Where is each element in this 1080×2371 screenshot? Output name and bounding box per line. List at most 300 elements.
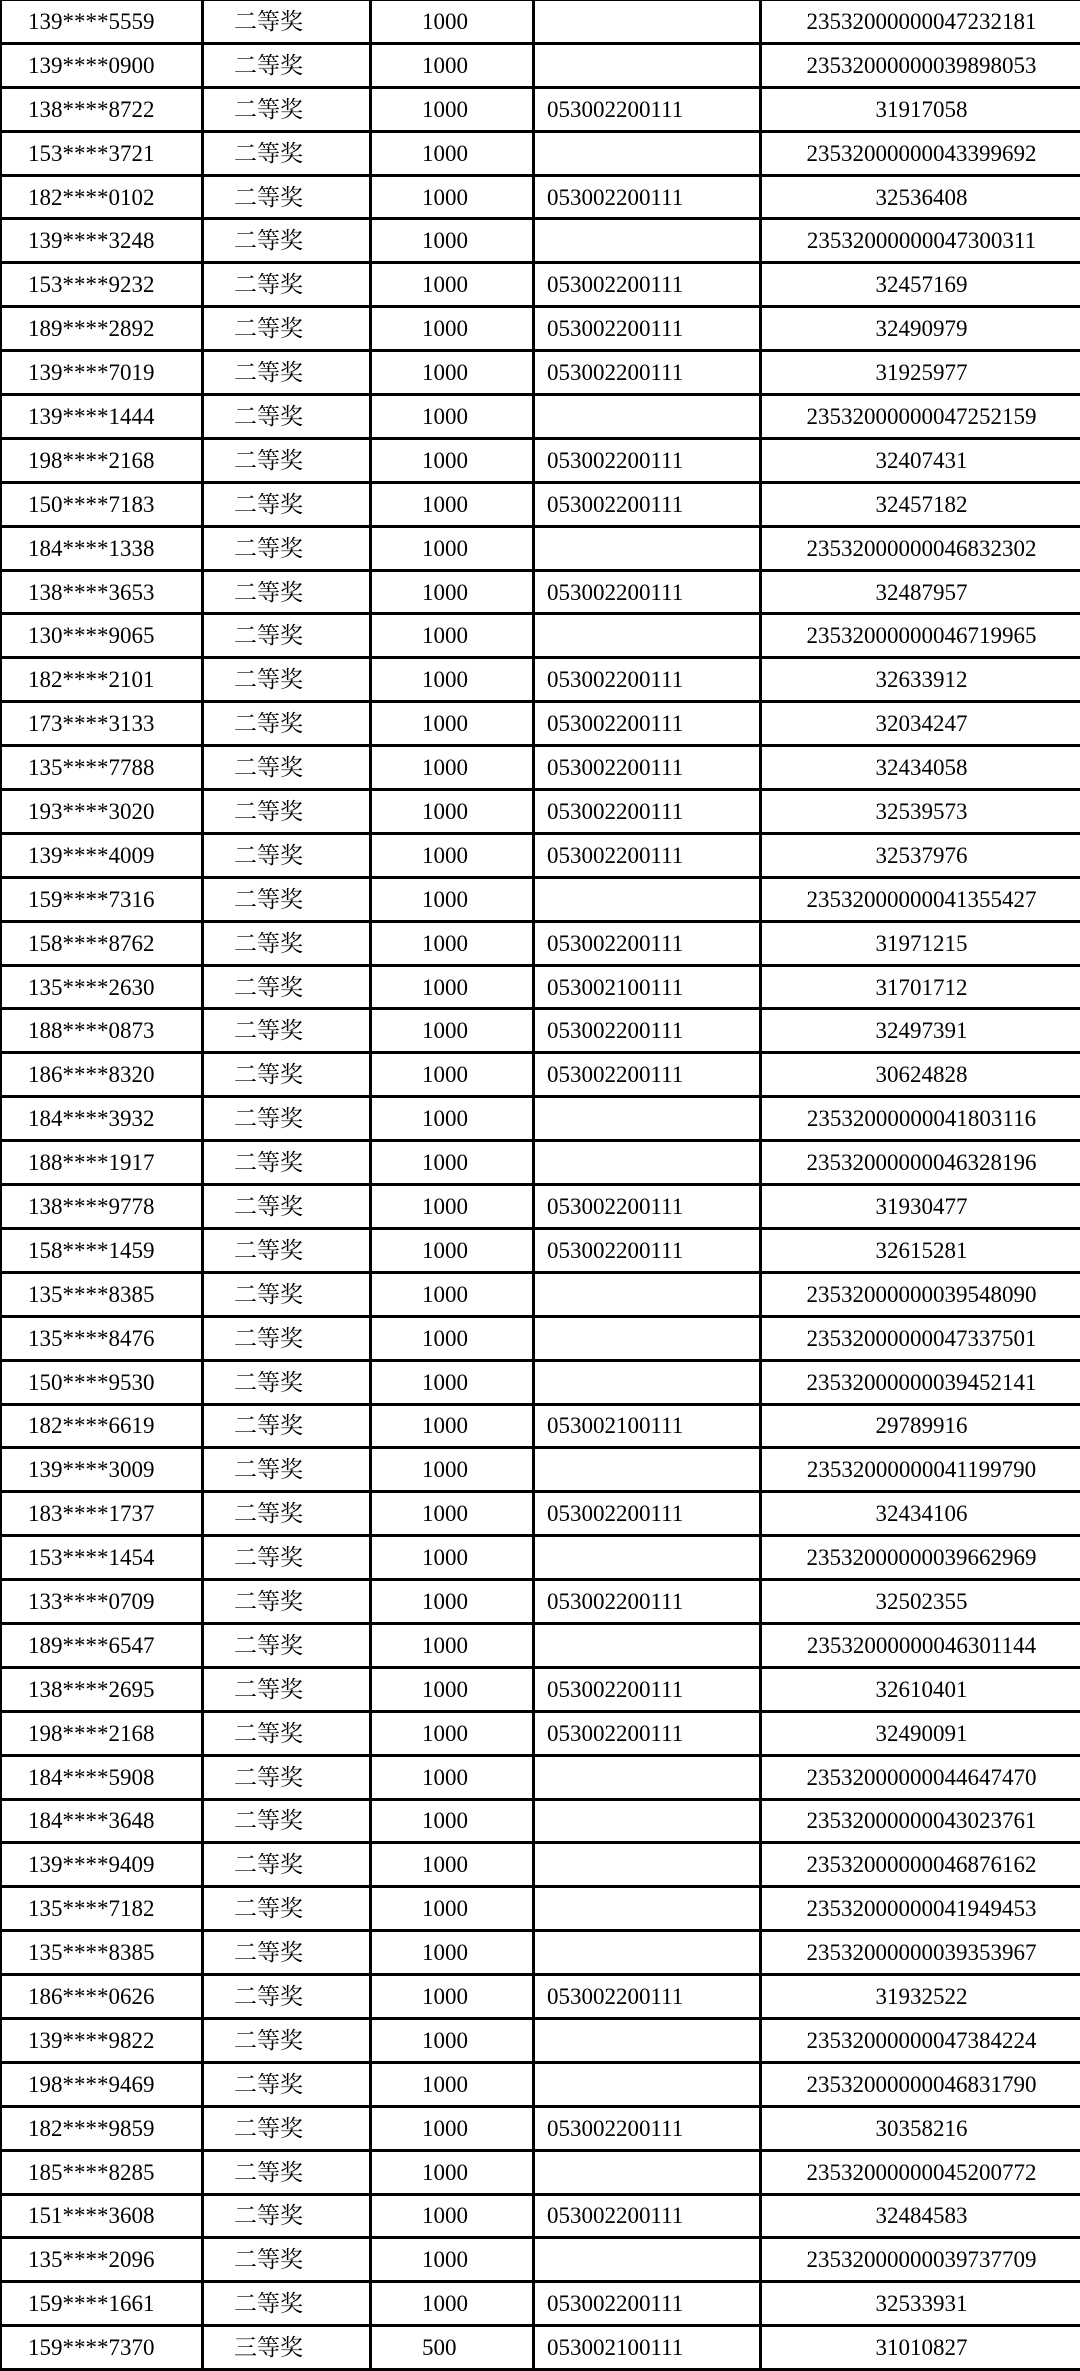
amount-cell: 1000 xyxy=(371,833,534,877)
table-row xyxy=(1,2238,1080,2282)
table-row xyxy=(1,921,1080,965)
phone-cell: 150****9530 xyxy=(1,1360,203,1404)
phone-cell: 185****8285 xyxy=(1,2150,203,2194)
amount-cell: 1000 xyxy=(371,1536,534,1580)
amount-cell: 1000 xyxy=(371,1053,534,1097)
phone-cell: 139****3009 xyxy=(1,1448,203,1492)
prize-level-cell: 二等奖 xyxy=(203,965,371,1009)
ticket-number-cell: 23532000000046876162 xyxy=(761,1843,1080,1887)
prize-level-cell: 二等奖 xyxy=(203,438,371,482)
table-row xyxy=(1,658,1080,702)
prize-level-cell: 二等奖 xyxy=(203,1009,371,1053)
code-cell xyxy=(534,1272,761,1316)
ticket-number-cell: 23532000000046719965 xyxy=(761,614,1080,658)
code-cell: 053002200111 xyxy=(534,2194,761,2238)
code-cell: 053002200111 xyxy=(534,790,761,834)
phone-cell: 138****9778 xyxy=(1,1185,203,1229)
table-row xyxy=(1,702,1080,746)
amount-cell: 1000 xyxy=(371,1185,534,1229)
code-cell: 053002200111 xyxy=(534,351,761,395)
prize-level-cell: 二等奖 xyxy=(203,658,371,702)
ticket-number-cell: 32034247 xyxy=(761,702,1080,746)
prize-level-cell: 三等奖 xyxy=(203,2326,371,2370)
amount-cell: 1000 xyxy=(371,1448,534,1492)
ticket-number-cell: 23532000000044647470 xyxy=(761,1755,1080,1799)
code-cell xyxy=(534,2062,761,2106)
table-row xyxy=(1,2194,1080,2238)
table-row xyxy=(1,395,1080,439)
amount-cell: 1000 xyxy=(371,2194,534,2238)
ticket-number-cell: 23532000000039452141 xyxy=(761,1360,1080,1404)
phone-cell: 139****0900 xyxy=(1,43,203,87)
phone-cell: 184****5908 xyxy=(1,1755,203,1799)
phone-cell: 182****2101 xyxy=(1,658,203,702)
table-row xyxy=(1,87,1080,131)
phone-cell: 186****8320 xyxy=(1,1053,203,1097)
amount-cell: 1000 xyxy=(371,1141,534,1185)
table-row xyxy=(1,1448,1080,1492)
prize-level-cell: 二等奖 xyxy=(203,1492,371,1536)
prize-level-cell: 二等奖 xyxy=(203,1843,371,1887)
code-cell xyxy=(534,1141,761,1185)
table-row xyxy=(1,131,1080,175)
amount-cell: 1000 xyxy=(371,1404,534,1448)
ticket-number-cell: 23532000000039662969 xyxy=(761,1536,1080,1580)
code-cell: 053002200111 xyxy=(534,1492,761,1536)
table-row xyxy=(1,1272,1080,1316)
code-cell xyxy=(534,1623,761,1667)
ticket-number-cell: 32497391 xyxy=(761,1009,1080,1053)
table-row xyxy=(1,2326,1080,2370)
amount-cell: 1000 xyxy=(371,1799,534,1843)
ticket-number-cell: 23532000000047300311 xyxy=(761,219,1080,263)
ticket-number-cell: 32487957 xyxy=(761,570,1080,614)
ticket-number-cell: 32490091 xyxy=(761,1711,1080,1755)
code-cell xyxy=(534,1536,761,1580)
phone-cell: 184****1338 xyxy=(1,526,203,570)
code-cell: 053002200111 xyxy=(534,1053,761,1097)
prize-level-cell: 二等奖 xyxy=(203,219,371,263)
code-cell xyxy=(534,219,761,263)
ticket-number-cell: 32610401 xyxy=(761,1667,1080,1711)
amount-cell: 1000 xyxy=(371,746,534,790)
prize-level-cell: 二等奖 xyxy=(203,307,371,351)
prize-level-cell: 二等奖 xyxy=(203,2150,371,2194)
ticket-number-cell: 23532000000047384224 xyxy=(761,2018,1080,2062)
phone-cell: 139****9822 xyxy=(1,2018,203,2062)
phone-cell: 139****3248 xyxy=(1,219,203,263)
code-cell: 053002200111 xyxy=(534,1580,761,1624)
table-row xyxy=(1,175,1080,219)
ticket-number-cell: 23532000000045200772 xyxy=(761,2150,1080,2194)
ticket-number-cell: 23532000000047252159 xyxy=(761,395,1080,439)
phone-cell: 159****7370 xyxy=(1,2326,203,2370)
code-cell: 053002200111 xyxy=(534,438,761,482)
phone-cell: 159****7316 xyxy=(1,877,203,921)
prize-level-cell: 二等奖 xyxy=(203,614,371,658)
amount-cell: 1000 xyxy=(371,438,534,482)
phone-cell: 153****3721 xyxy=(1,131,203,175)
winners-table-body xyxy=(1,0,1080,2370)
phone-cell: 188****1917 xyxy=(1,1141,203,1185)
phone-cell: 189****2892 xyxy=(1,307,203,351)
prize-level-cell: 二等奖 xyxy=(203,526,371,570)
phone-cell: 189****6547 xyxy=(1,1623,203,1667)
table-row xyxy=(1,1667,1080,1711)
ticket-number-cell: 32536408 xyxy=(761,175,1080,219)
ticket-number-cell: 29789916 xyxy=(761,1404,1080,1448)
prize-level-cell: 二等奖 xyxy=(203,395,371,439)
prize-level-cell: 二等奖 xyxy=(203,1667,371,1711)
table-row xyxy=(1,790,1080,834)
phone-cell: 198****2168 xyxy=(1,438,203,482)
amount-cell: 1000 xyxy=(371,1360,534,1404)
phone-cell: 182****0102 xyxy=(1,175,203,219)
amount-cell: 1000 xyxy=(371,2150,534,2194)
prize-level-cell: 二等奖 xyxy=(203,1097,371,1141)
prize-level-cell: 二等奖 xyxy=(203,1975,371,2019)
table-row xyxy=(1,1009,1080,1053)
table-row xyxy=(1,1492,1080,1536)
amount-cell: 1000 xyxy=(371,0,534,43)
prize-level-cell: 二等奖 xyxy=(203,1931,371,1975)
code-cell xyxy=(534,43,761,87)
code-cell: 053002200111 xyxy=(534,702,761,746)
amount-cell: 1000 xyxy=(371,1975,534,2019)
code-cell: 053002200111 xyxy=(534,2282,761,2326)
phone-cell: 138****3653 xyxy=(1,570,203,614)
code-cell xyxy=(534,2238,761,2282)
prize-level-cell: 二等奖 xyxy=(203,2238,371,2282)
table-row xyxy=(1,2106,1080,2150)
ticket-number-cell: 31932522 xyxy=(761,1975,1080,2019)
amount-cell: 1000 xyxy=(371,1492,534,1536)
amount-cell: 1000 xyxy=(371,2062,534,2106)
phone-cell: 130****9065 xyxy=(1,614,203,658)
ticket-number-cell: 23532000000047232181 xyxy=(761,0,1080,43)
code-cell: 053002200111 xyxy=(534,2106,761,2150)
ticket-number-cell: 32615281 xyxy=(761,1228,1080,1272)
code-cell xyxy=(534,526,761,570)
phone-cell: 158****1459 xyxy=(1,1228,203,1272)
prize-level-cell: 二等奖 xyxy=(203,1580,371,1624)
ticket-number-cell: 23532000000039737709 xyxy=(761,2238,1080,2282)
phone-cell: 138****2695 xyxy=(1,1667,203,1711)
code-cell: 053002200111 xyxy=(534,175,761,219)
table-row xyxy=(1,219,1080,263)
code-cell xyxy=(534,1799,761,1843)
phone-cell: 159****1661 xyxy=(1,2282,203,2326)
table-row xyxy=(1,482,1080,526)
amount-cell: 1000 xyxy=(371,307,534,351)
ticket-number-cell: 23532000000047337501 xyxy=(761,1316,1080,1360)
table-row xyxy=(1,2282,1080,2326)
code-cell: 053002100111 xyxy=(534,965,761,1009)
ticket-number-cell: 32537976 xyxy=(761,833,1080,877)
code-cell: 053002200111 xyxy=(534,658,761,702)
prize-level-cell: 二等奖 xyxy=(203,1711,371,1755)
amount-cell: 1000 xyxy=(371,2238,534,2282)
code-cell xyxy=(534,1755,761,1799)
code-cell xyxy=(534,1448,761,1492)
table-row xyxy=(1,965,1080,1009)
table-row xyxy=(1,1536,1080,1580)
ticket-number-cell: 23532000000046831790 xyxy=(761,2062,1080,2106)
table-row xyxy=(1,1185,1080,1229)
phone-cell: 173****3133 xyxy=(1,702,203,746)
amount-cell: 1000 xyxy=(371,1228,534,1272)
prize-level-cell: 二等奖 xyxy=(203,1404,371,1448)
phone-cell: 138****8722 xyxy=(1,87,203,131)
prize-level-cell: 二等奖 xyxy=(203,1887,371,1931)
code-cell xyxy=(534,614,761,658)
prize-level-cell: 二等奖 xyxy=(203,1228,371,1272)
table-row xyxy=(1,2062,1080,2106)
prize-level-cell: 二等奖 xyxy=(203,1316,371,1360)
amount-cell: 1000 xyxy=(371,1711,534,1755)
amount-cell: 1000 xyxy=(371,1887,534,1931)
table-row xyxy=(1,1404,1080,1448)
amount-cell: 500 xyxy=(371,2326,534,2370)
amount-cell: 1000 xyxy=(371,1623,534,1667)
amount-cell: 1000 xyxy=(371,1009,534,1053)
ticket-number-cell: 32484583 xyxy=(761,2194,1080,2238)
ticket-number-cell: 31701712 xyxy=(761,965,1080,1009)
prize-level-cell: 二等奖 xyxy=(203,1536,371,1580)
ticket-number-cell: 32457182 xyxy=(761,482,1080,526)
code-cell: 053002200111 xyxy=(534,746,761,790)
amount-cell: 1000 xyxy=(371,2106,534,2150)
prize-level-cell: 二等奖 xyxy=(203,1755,371,1799)
ticket-number-cell: 32502355 xyxy=(761,1580,1080,1624)
ticket-number-cell: 23532000000041949453 xyxy=(761,1887,1080,1931)
amount-cell: 1000 xyxy=(371,526,534,570)
code-cell xyxy=(534,395,761,439)
amount-cell: 1000 xyxy=(371,351,534,395)
table-row xyxy=(1,1623,1080,1667)
phone-cell: 198****9469 xyxy=(1,2062,203,2106)
table-row xyxy=(1,1755,1080,1799)
prize-level-cell: 二等奖 xyxy=(203,0,371,43)
ticket-number-cell: 23532000000046328196 xyxy=(761,1141,1080,1185)
phone-cell: 151****3608 xyxy=(1,2194,203,2238)
amount-cell: 1000 xyxy=(371,131,534,175)
ticket-number-cell: 31925977 xyxy=(761,351,1080,395)
table-row xyxy=(1,1711,1080,1755)
phone-cell: 135****2630 xyxy=(1,965,203,1009)
amount-cell: 1000 xyxy=(371,219,534,263)
table-row xyxy=(1,526,1080,570)
code-cell: 053002200111 xyxy=(534,307,761,351)
code-cell: 053002200111 xyxy=(534,1975,761,2019)
table-row xyxy=(1,1360,1080,1404)
phone-cell: 139****5559 xyxy=(1,0,203,43)
code-cell: 053002100111 xyxy=(534,2326,761,2370)
ticket-number-cell: 31971215 xyxy=(761,921,1080,965)
ticket-number-cell: 23532000000041355427 xyxy=(761,877,1080,921)
table-row xyxy=(1,1228,1080,1272)
prize-level-cell: 二等奖 xyxy=(203,87,371,131)
prize-level-cell: 二等奖 xyxy=(203,131,371,175)
table-row xyxy=(1,307,1080,351)
prize-level-cell: 二等奖 xyxy=(203,702,371,746)
prize-level-cell: 二等奖 xyxy=(203,2018,371,2062)
phone-cell: 188****0873 xyxy=(1,1009,203,1053)
prize-level-cell: 二等奖 xyxy=(203,263,371,307)
table-row xyxy=(1,351,1080,395)
ticket-number-cell: 30358216 xyxy=(761,2106,1080,2150)
code-cell xyxy=(534,877,761,921)
ticket-number-cell: 32434106 xyxy=(761,1492,1080,1536)
amount-cell: 1000 xyxy=(371,614,534,658)
amount-cell: 1000 xyxy=(371,1843,534,1887)
table-row xyxy=(1,1053,1080,1097)
table-row xyxy=(1,614,1080,658)
amount-cell: 1000 xyxy=(371,1931,534,1975)
amount-cell: 1000 xyxy=(371,921,534,965)
table-row xyxy=(1,833,1080,877)
code-cell xyxy=(534,2150,761,2194)
phone-cell: 135****7182 xyxy=(1,1887,203,1931)
amount-cell: 1000 xyxy=(371,263,534,307)
amount-cell: 1000 xyxy=(371,482,534,526)
prize-level-cell: 二等奖 xyxy=(203,2194,371,2238)
prize-level-cell: 二等奖 xyxy=(203,1360,371,1404)
prize-level-cell: 二等奖 xyxy=(203,921,371,965)
amount-cell: 1000 xyxy=(371,395,534,439)
ticket-number-cell: 31917058 xyxy=(761,87,1080,131)
amount-cell: 1000 xyxy=(371,87,534,131)
amount-cell: 1000 xyxy=(371,2018,534,2062)
code-cell: 053002200111 xyxy=(534,87,761,131)
table-row xyxy=(1,438,1080,482)
prize-level-cell: 二等奖 xyxy=(203,570,371,614)
amount-cell: 1000 xyxy=(371,570,534,614)
phone-cell: 135****2096 xyxy=(1,2238,203,2282)
prize-level-cell: 二等奖 xyxy=(203,2062,371,2106)
code-cell: 053002200111 xyxy=(534,1185,761,1229)
table-row xyxy=(1,0,1080,43)
prize-level-cell: 二等奖 xyxy=(203,1799,371,1843)
amount-cell: 1000 xyxy=(371,2282,534,2326)
phone-cell: 139****4009 xyxy=(1,833,203,877)
ticket-number-cell: 23532000000041803116 xyxy=(761,1097,1080,1141)
table-row xyxy=(1,2150,1080,2194)
amount-cell: 1000 xyxy=(371,702,534,746)
prize-level-cell: 二等奖 xyxy=(203,833,371,877)
table-row xyxy=(1,1097,1080,1141)
table-row xyxy=(1,1799,1080,1843)
table-row xyxy=(1,1931,1080,1975)
amount-cell: 1000 xyxy=(371,175,534,219)
prize-level-cell: 二等奖 xyxy=(203,175,371,219)
ticket-number-cell: 32533931 xyxy=(761,2282,1080,2326)
amount-cell: 1000 xyxy=(371,1667,534,1711)
table-row xyxy=(1,2018,1080,2062)
ticket-number-cell: 23532000000046832302 xyxy=(761,526,1080,570)
phone-cell: 139****9409 xyxy=(1,1843,203,1887)
phone-cell: 139****1444 xyxy=(1,395,203,439)
code-cell xyxy=(534,2018,761,2062)
ticket-number-cell: 32434058 xyxy=(761,746,1080,790)
code-cell: 053002200111 xyxy=(534,1711,761,1755)
ticket-number-cell: 23532000000039898053 xyxy=(761,43,1080,87)
phone-cell: 135****8385 xyxy=(1,1931,203,1975)
code-cell xyxy=(534,0,761,43)
amount-cell: 1000 xyxy=(371,1755,534,1799)
phone-cell: 153****9232 xyxy=(1,263,203,307)
ticket-number-cell: 32407431 xyxy=(761,438,1080,482)
prize-level-cell: 二等奖 xyxy=(203,2282,371,2326)
table-row xyxy=(1,1141,1080,1185)
amount-cell: 1000 xyxy=(371,1580,534,1624)
table-row xyxy=(1,43,1080,87)
table-row xyxy=(1,1843,1080,1887)
table-row xyxy=(1,1975,1080,2019)
ticket-number-cell: 30624828 xyxy=(761,1053,1080,1097)
prize-level-cell: 二等奖 xyxy=(203,746,371,790)
phone-cell: 198****2168 xyxy=(1,1711,203,1755)
code-cell xyxy=(534,1097,761,1141)
code-cell: 053002200111 xyxy=(534,570,761,614)
amount-cell: 1000 xyxy=(371,790,534,834)
prize-level-cell: 二等奖 xyxy=(203,1053,371,1097)
code-cell xyxy=(534,1843,761,1887)
code-cell xyxy=(534,131,761,175)
prize-level-cell: 二等奖 xyxy=(203,2106,371,2150)
code-cell: 053002200111 xyxy=(534,1667,761,1711)
prize-level-cell: 二等奖 xyxy=(203,877,371,921)
phone-cell: 182****6619 xyxy=(1,1404,203,1448)
ticket-number-cell: 23532000000046301144 xyxy=(761,1623,1080,1667)
code-cell: 053002200111 xyxy=(534,1228,761,1272)
phone-cell: 135****8385 xyxy=(1,1272,203,1316)
amount-cell: 1000 xyxy=(371,1272,534,1316)
phone-cell: 150****7183 xyxy=(1,482,203,526)
code-cell xyxy=(534,1931,761,1975)
ticket-number-cell: 31930477 xyxy=(761,1185,1080,1229)
phone-cell: 193****3020 xyxy=(1,790,203,834)
ticket-number-cell: 23532000000043023761 xyxy=(761,1799,1080,1843)
prize-level-cell: 二等奖 xyxy=(203,1272,371,1316)
prize-level-cell: 二等奖 xyxy=(203,1185,371,1229)
code-cell xyxy=(534,1887,761,1931)
table-row xyxy=(1,1316,1080,1360)
ticket-number-cell: 32539573 xyxy=(761,790,1080,834)
ticket-number-cell: 32457169 xyxy=(761,263,1080,307)
phone-cell: 184****3932 xyxy=(1,1097,203,1141)
ticket-number-cell: 23532000000039353967 xyxy=(761,1931,1080,1975)
code-cell xyxy=(534,1316,761,1360)
ticket-number-cell: 32490979 xyxy=(761,307,1080,351)
prize-level-cell: 二等奖 xyxy=(203,43,371,87)
prize-level-cell: 二等奖 xyxy=(203,351,371,395)
phone-cell: 184****3648 xyxy=(1,1799,203,1843)
prize-level-cell: 二等奖 xyxy=(203,482,371,526)
ticket-number-cell: 23532000000039548090 xyxy=(761,1272,1080,1316)
phone-cell: 135****7788 xyxy=(1,746,203,790)
table-row xyxy=(1,1887,1080,1931)
code-cell: 053002200111 xyxy=(534,833,761,877)
amount-cell: 1000 xyxy=(371,1097,534,1141)
amount-cell: 1000 xyxy=(371,877,534,921)
prize-level-cell: 二等奖 xyxy=(203,790,371,834)
phone-cell: 186****0626 xyxy=(1,1975,203,2019)
prize-level-cell: 二等奖 xyxy=(203,1623,371,1667)
table-row xyxy=(1,877,1080,921)
code-cell: 053002200111 xyxy=(534,921,761,965)
ticket-number-cell: 32633912 xyxy=(761,658,1080,702)
